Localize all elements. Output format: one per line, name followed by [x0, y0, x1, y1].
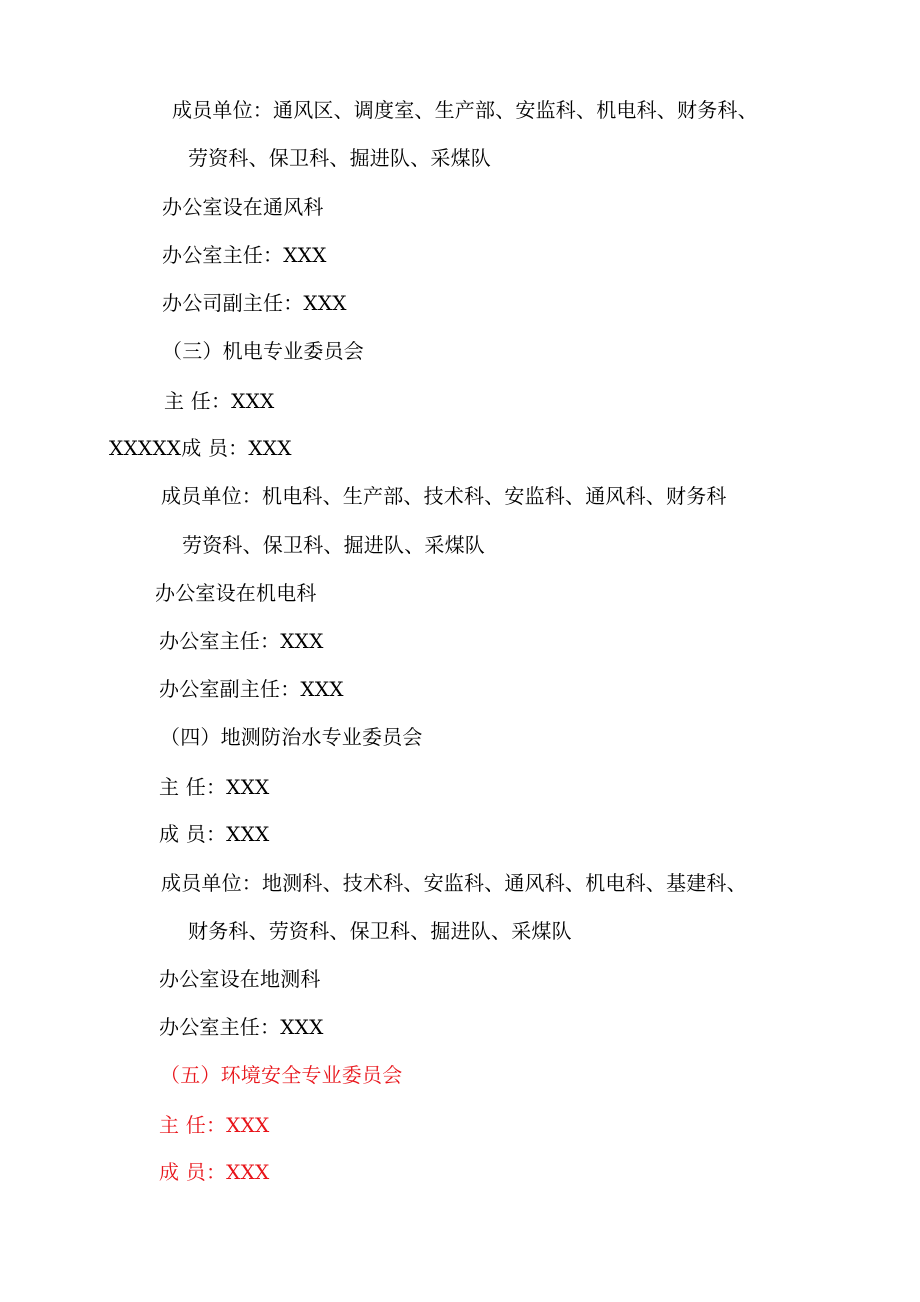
section4-director: 主 任：XXX [159, 775, 270, 799]
section3-member-units-line2: 劳资科、保卫科、掘进队、采煤队 [182, 533, 485, 557]
section5-heading: （五）环境安全专业委员会 [160, 1063, 403, 1087]
section3-office-location: 办公室设在机电科 [155, 581, 317, 605]
section3-member-units-line1: 成员单位：机电科、生产部、技术科、安监科、通风科、财务科 [161, 484, 727, 508]
section3-members: XXXXX成 员：XXX [109, 436, 292, 460]
section5-director: 主 任：XXX [159, 1113, 270, 1137]
section4-members: 成 员：XXX [159, 822, 270, 846]
section2-member-units-line1: 成员单位：通风区、调度室、生产部、安监科、机电科、财务科、 [172, 98, 758, 122]
section2-office-deputy: 办公司副主任：XXX [162, 291, 347, 315]
section2-office-director: 办公室主任：XXX [162, 243, 327, 267]
section5-members: 成 员：XXX [159, 1160, 270, 1184]
section3-office-director: 办公室主任：XXX [159, 629, 324, 653]
section4-office-location: 办公室设在地测科 [159, 967, 321, 991]
section4-member-units-line2: 财务科、劳资科、保卫科、掘进队、采煤队 [188, 919, 572, 943]
section4-heading: （四）地测防治水专业委员会 [160, 725, 423, 749]
section3-office-deputy: 办公室副主任：XXX [159, 677, 344, 701]
section4-member-units-line1: 成员单位：地测科、技术科、安监科、通风科、机电科、基建科、 [161, 871, 747, 895]
section3-director: 主 任：XXX [164, 389, 275, 413]
section2-member-units-line2: 劳资科、保卫科、掘进队、采煤队 [188, 146, 491, 170]
section2-office-location: 办公室设在通风科 [162, 195, 324, 219]
section3-heading: （三）机电专业委员会 [162, 339, 364, 363]
section4-office-director: 办公室主任：XXX [159, 1015, 324, 1039]
